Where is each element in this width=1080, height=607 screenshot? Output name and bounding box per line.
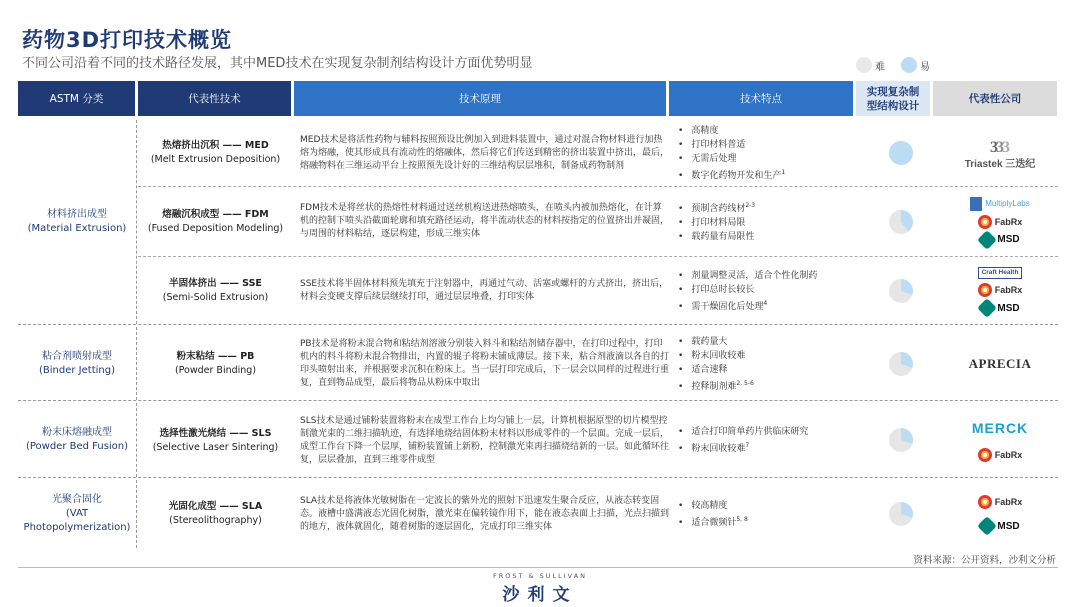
fabrx-logo: [978, 495, 1023, 509]
company-name: APRECIA: [968, 356, 1032, 371]
difficulty-legend: [856, 57, 946, 73]
company-name: MSD: [997, 302, 1020, 314]
tech-name-en: (Stereolithography): [169, 515, 262, 526]
principle-text: SSE技术将半固体材料预先填充于注射器中，再通过气动、活塞或螺杆的方式挤出，挤出后，材料会变硬支撑后续层继续打印，通过层层堆叠，打印实体: [300, 279, 669, 302]
principle-text: PB技术是将粉末混合物和粘结剂溶液分别装入料斗和粘结剂储存器中，在打印过程中，打印机内的料斗将粉末混合物排出，内置的辊子将粉末铺成薄层。接下来，粘合剂液滴以各自的打印头喷射出来，并根据要求沉积在粉床上。当一层打印完成后，下一层会以同样的过程进行重复，直到物品成型，最后将物品从粉床中取出: [300, 339, 670, 388]
company-name: FabRx: [994, 449, 1023, 460]
complexity-pie: [888, 140, 914, 166]
tech-name-en: (Selective Laser Sintering): [152, 441, 279, 453]
feature-item: • 适合速释: [678, 363, 858, 377]
divider: [136, 327, 137, 400]
feature-item: • 需干燥固化后处理$^4$: [678, 297, 858, 314]
footer-divider: [18, 567, 1058, 568]
category-en: (Powder Bed Fusion): [25, 441, 129, 452]
triastek-mark-icon: [989, 137, 1011, 155]
tech-name-zh: 光固化成型 —— SLA: [168, 501, 263, 512]
feature-item: • 打印材料普适: [678, 138, 858, 152]
feature-item: • 无需后处理: [678, 152, 858, 166]
group-material-extrusion: [18, 120, 1058, 325]
feature-item: • 打印材料局限: [678, 216, 858, 230]
group-binder-jetting: [18, 327, 1058, 401]
tech-name-zh: 选择性激光烧结 —— SLS: [159, 427, 272, 439]
fabrx-mark-icon: [978, 495, 992, 509]
tech-cell: [138, 480, 293, 548]
tech-cell: [138, 187, 293, 256]
msd-logo: [980, 519, 1019, 533]
tech-cell: [138, 327, 293, 401]
legend-easy: [901, 57, 930, 73]
fabrx-logo: [978, 283, 1023, 297]
complexity-pie: [888, 351, 914, 377]
features-list: [678, 403, 858, 478]
tech-name-en: (Melt Extrusion Deposition): [150, 154, 281, 165]
feature-item: • 载药量大: [678, 335, 858, 349]
principle-text: MED技术是将活性药物与辅料按照预设比例加入到进料装置中，通过对混合物材料进行加热熔为熔融，使其形成具有流动性的熔融体，然后将它们传送到精密的挤出装置中挤出，最后，熔融物料在三维运动平台上按照预先设计好的三维结构层层堆积，制备成药物制剂: [300, 134, 670, 171]
multiplylabs-mark-icon: [970, 197, 982, 211]
tech-name-en: (Semi-Solid Extrusion): [162, 292, 269, 303]
tech-cell: [138, 120, 293, 186]
legend-hard-label: 难: [875, 61, 885, 73]
header-complexity: 实现复杂制型结构设计: [856, 81, 930, 116]
tech-name-zh: 熔融沉积成型 —— FDM: [162, 208, 269, 220]
principle-text: FDM技术是将丝状的热熔性材料通过送丝机构送进热熔喷头，在喷头内被加热熔化，在计算机的控制下喷头沿截面轮廓和填充路径运动，将半流动状态的材料按指定的位置挤出并凝固，与周围的材料粘结，逐层构建，形成三维实体: [300, 203, 670, 239]
fabrx-mark-icon: [978, 448, 992, 462]
legend-easy-dot: [901, 57, 917, 73]
pie-fill: [889, 141, 913, 165]
fabrx-logo: [978, 215, 1023, 229]
msd-mark-icon: [977, 516, 997, 536]
tech-name-en: (Powder Binding): [174, 365, 257, 376]
tech-row-fdm: [138, 187, 1058, 257]
aprecia-logo: [969, 356, 1032, 372]
tech-row-sse: [138, 257, 1058, 325]
principle-text: SLA技术是将液体光敏树脂在一定波长的紫外光的照射下迅速发生聚合反应，从液态转变固态。液槽中盛满液态光固化树脂，激光束在偏转镜作用下，能在液态表面上扫描，光点扫描到的地方，液体就固化，随着树脂的逐层固化，完成打印三维实体: [300, 495, 670, 532]
feature-item: • 适合微频针$^{5, 8}$: [678, 513, 858, 530]
category-zh: 光聚合固化: [52, 494, 102, 505]
fabrx-mark-icon: [978, 215, 992, 229]
company-name: Craft Health: [981, 269, 1019, 276]
tech-name-zh: 粉末粘结 —— PB: [176, 351, 255, 362]
company-name: FabRx: [994, 285, 1023, 295]
complexity-pie: [888, 209, 914, 235]
page-subtitle: 不同公司沿着不同的技术路径发展，其中MED技术在实现复杂制剂结构设计方面优势明显: [22, 56, 533, 71]
company-name: MERCK: [971, 419, 1029, 436]
category-cell: [18, 480, 136, 548]
page-title: 药物3D打印技术概览: [22, 28, 233, 52]
crafthealth-logo: [978, 267, 1023, 279]
tech-cell: [138, 403, 293, 478]
feature-item: • 控释制剂难$^{2, 5-6}$: [678, 377, 858, 394]
company-name: MSD: [997, 234, 1020, 245]
feature-item: • 预制含药线材$^{2-3}$: [678, 199, 858, 216]
svg-text:3: 3: [1002, 138, 1010, 155]
fabrx-mark-icon: [978, 283, 992, 297]
tech-row-sls: [138, 403, 1058, 478]
source-note: 资料来源：公开资料，沙利文分析: [913, 555, 1056, 566]
feature-item: • 数字化药物开发和生产$^1$: [678, 166, 858, 183]
tech-row-med: [138, 120, 1058, 187]
legend-hard: [856, 57, 885, 73]
feature-item: • 载药量有局限性: [678, 230, 858, 244]
features-list: [678, 327, 858, 401]
category-en: (VAT Photopolymerization): [23, 508, 131, 533]
feature-item: • 高精度: [678, 124, 858, 138]
divider: [136, 120, 137, 324]
msd-mark-icon: [977, 298, 997, 318]
legend-easy-label: 易: [920, 61, 930, 73]
category-cell: [18, 403, 136, 477]
company-name: FabRx: [994, 216, 1023, 227]
legend-hard-dot: [856, 57, 872, 73]
header-features: 技术特点: [669, 81, 853, 116]
tech-name-en: (Fused Deposition Modeling): [147, 222, 284, 234]
msd-logo: [980, 233, 1019, 247]
tech-row-sla: [138, 480, 1058, 548]
features-list: [678, 187, 858, 256]
tech-name-zh: 半固体挤出 —— SSE: [169, 278, 262, 289]
tech-row-pb: [138, 327, 1058, 401]
category-cell: [18, 120, 136, 324]
category-en: (Material Extrusion): [27, 223, 127, 234]
divider: [136, 403, 137, 477]
fabrx-logo: [978, 448, 1023, 462]
tech-name-zh: 热熔挤出沉积 —— MED: [162, 140, 269, 151]
brand-name-en: FROST & SULLIVAN: [492, 572, 588, 580]
header-astm: ASTM 分类: [18, 81, 135, 116]
company-name: FabRx: [994, 497, 1023, 507]
companies-cell: [950, 120, 1050, 186]
category-zh: 材料挤出成型: [47, 209, 107, 220]
merck-logo: [972, 420, 1028, 436]
feature-item: • 打印总时长较长: [678, 283, 858, 297]
group-powder-bed-fusion: [18, 403, 1058, 478]
features-list: [678, 120, 858, 186]
features-list: [678, 257, 858, 325]
tech-cell: [138, 257, 293, 325]
category-cell: [18, 327, 136, 400]
divider: [136, 480, 137, 548]
msd-logo: [980, 301, 1019, 315]
features-list: [678, 480, 858, 548]
multiplylabs-logo: [970, 197, 1029, 211]
feature-item: • 粉末回收较难$^7$: [678, 439, 858, 456]
svg-text:3: 3: [996, 138, 1004, 155]
category-zh: 粉末床熔融成型: [42, 427, 112, 438]
companies-cell: [950, 257, 1050, 325]
companies-cell: [950, 187, 1050, 256]
header-tech: 代表性技术: [138, 81, 291, 116]
feature-item: • 剂量调整灵活，适合个性化制药: [678, 269, 858, 283]
company-name: MSD: [997, 520, 1020, 532]
group-vat-photopolymerization: [18, 480, 1058, 548]
header-companies: 代表性公司: [933, 81, 1057, 116]
category-en: (Binder Jetting): [39, 364, 115, 376]
companies-cell: [950, 480, 1050, 548]
table-header: [18, 81, 1060, 116]
companies-cell: [950, 403, 1050, 478]
feature-item: • 适合打印简单药片供临床研究: [678, 425, 858, 439]
category-zh: 粘合剂喷射成型: [42, 350, 112, 362]
brand-logo: 沙利文: [502, 585, 578, 605]
triastek-logo: [965, 137, 1036, 170]
company-name: Triastek 三迭纪: [964, 158, 1036, 170]
msd-mark-icon: [977, 230, 997, 250]
header-principle: 技术原理: [294, 81, 666, 116]
complexity-pie: [888, 501, 914, 527]
feature-item: • 粉末回收较难: [678, 349, 858, 363]
feature-item: • 较高精度: [678, 499, 858, 513]
svg-text:3: 3: [990, 138, 998, 155]
companies-cell: [950, 327, 1050, 401]
complexity-pie: [888, 427, 914, 453]
company-name: MultiplyLabs: [985, 199, 1030, 208]
principle-text: SLS技术是通过铺粉装置将粉末在成型工作台上均匀铺上一层，计算机根据原型的切片模型控制激光束的二维扫描轨迹，有选择地烧结固体粉末材料以形成零件的一个层面。完成一层后，成型工作台下降一个层厚，铺粉装置铺上新粉，控制激光束再扫描烧结新的一层。如此循环往复，层层叠加，直到三维零件成型: [300, 415, 670, 465]
complexity-pie: [888, 278, 914, 304]
